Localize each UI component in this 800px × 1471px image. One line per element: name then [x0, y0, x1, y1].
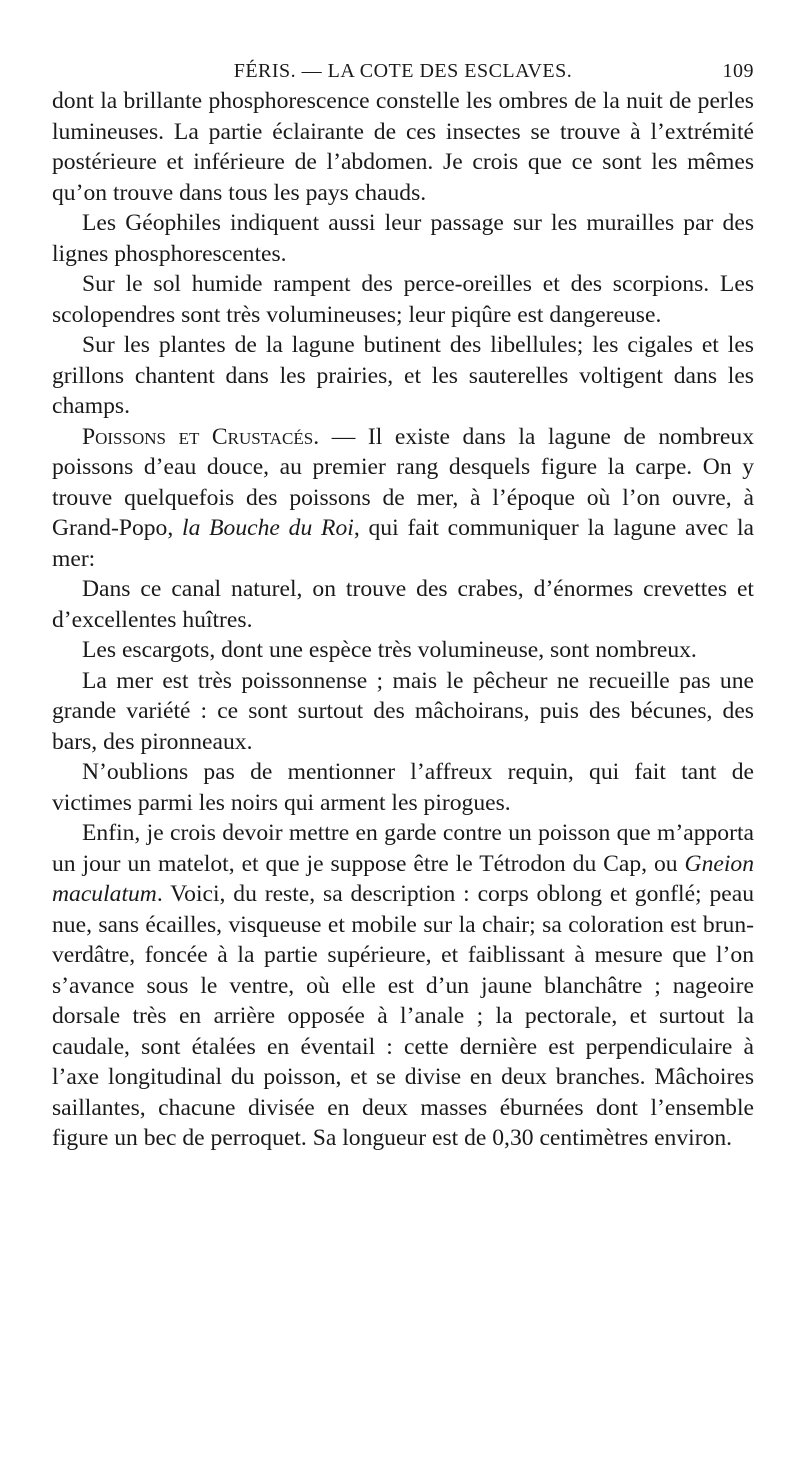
paragraph-tetrodon	[52, 818, 754, 1154]
italic-term: Gneion maculatum	[52, 850, 754, 907]
running-title: FÉRIS. — LA COTE DES ESCLAVES.	[233, 60, 573, 82]
paragraph-text: . Voici, du reste, sa description : corps oblong et gonflé; peau nue, sans écailles, visqueuse et mobile sur la chair; sa coloration est brun-verdâtre, foncée à la partie supérieure, et faiblissant à mesure que l’on s’avance sous le ventre, où elle est d’un jaune blanchâtre ; nageoire dorsale très en arrière opposée à l’anale ; la pectorale, et surtout la caudale, sont étalées en éventail : cette dernière est perpendiculaire à l’axe longitudinal du poisson, et se divise en deux branches. Mâchoires saillantes, chacune divisée en deux masses éburnées dont l’ensemble figure un bec de perroquet. Sa longueur est de 0,30 centimètres environ.	[52, 881, 754, 1151]
paragraph-text: Enfin, je crois devoir mettre en garde contre un poisson que m’apporta un jour un matelot, et que je suppose être le Tétrodon du Cap, ou	[52, 820, 754, 877]
paragraph-escargots: Les escargots, dont une espèce très volumineuse, sont nombreux.	[82, 637, 697, 663]
paragraph-fireflies: dont la brillante phosphorescence constelle les ombres de la nuit de perles lumineuses. La partie éclairante de ces insectes se trouve à l’extrémité postérieure et inférieure de l’abdomen. Je crois que ce sont les mêmes qu’on trouve dans tous les pays chauds.	[52, 88, 754, 206]
paragraph-scorpions: Sur le sol humide rampent des perce-oreilles et des scorpions. Les scolopendres sont très volumineuses; leur piqûre est dangereuse.	[52, 271, 754, 328]
paragraph-text: — Il existe dans la lagune de nombreux poissons d’eau douce, au premier rang desquels figure la carpe. On y trouve quelquefois des poissons de mer, à l’époque où l’on ouvre, à Grand-Popo,	[52, 423, 754, 541]
paragraph-poissons	[52, 422, 754, 575]
paragraph-shark: N’oublions pas de mentionner l’affreux requin, qui fait tant de victimes parmi les noirs qui arment les pirogues.	[52, 759, 754, 816]
paragraph-sea-fish: La mer est très poissonnense ; mais le pêcheur ne recueille pas une grande variété : ce sont surtout des mâchoirans, puis des bécunes, des bars, des pironneaux.	[52, 667, 754, 755]
book-page	[52, 60, 754, 1154]
section-heading: Poissons et Crustacés.	[82, 423, 320, 450]
paragraph-insects: Sur les plantes de la lagune butinent des libellules; les cigales et les grillons chantent dans les prairies, et les sauterelles voltigent dans les champs.	[52, 332, 754, 419]
paragraph-geophiles: Les Géophiles indiquent aussi leur passage sur les murailles par des lignes phosphorescentes.	[52, 210, 754, 267]
italic-term: la Bouche du Roi	[182, 515, 354, 541]
body-text	[52, 86, 754, 1154]
running-head	[52, 60, 754, 86]
page-number: 109	[722, 60, 754, 82]
paragraph-crabs: Dans ce canal naturel, on trouve des crabes, d’énormes crevettes et d’excellentes huîtres.	[52, 576, 754, 633]
paragraph-text: , qui fait communiquer la lagune avec la mer:	[52, 515, 754, 572]
